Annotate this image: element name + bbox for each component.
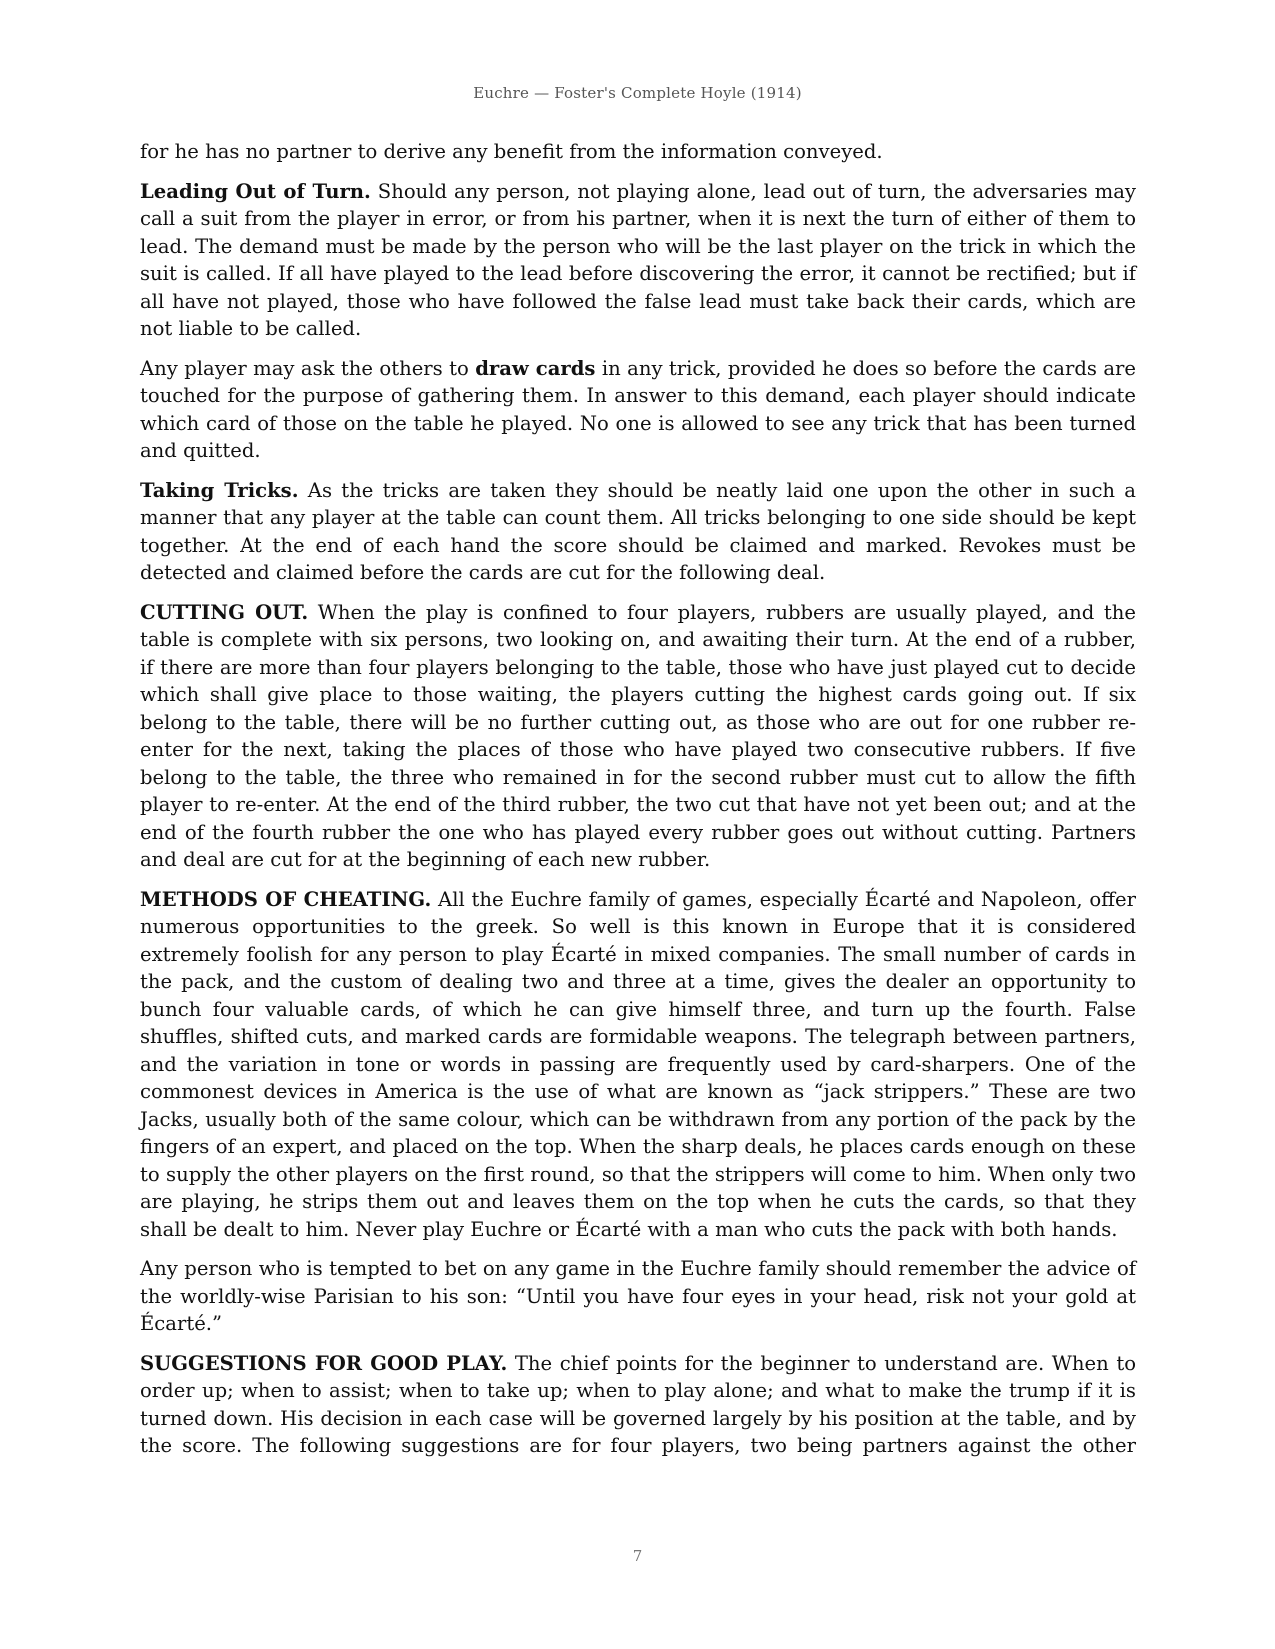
running-head: Euchre — Foster's Complete Hoyle (1914) (473, 84, 802, 102)
paragraph-heading: SUGGESTIONS FOR GOOD PLAY. (140, 1351, 508, 1375)
paragraph-taking-tricks (140, 477, 1136, 587)
paragraph-heading: CUTTING OUT. (140, 600, 309, 624)
paragraph-parisian-advice (140, 1255, 1136, 1338)
paragraph-text: As the tricks are taken they should be neatly laid one upon the other in such a manner that any player at the table can count them. All tricks belonging to one side should be kept together. At the end of each hand the score should be claimed and marked. Revokes must be detected and claimed before the cards are cut for the following deal. (140, 478, 1136, 584)
paragraph-text: The chief points for the beginner to understand are. When to order up; when to assist; when to take up; when to play alone; and what to make the trump if it is turned down. His decision in each case will be governed largely by his position at the table, and by the score. The following suggestions are for four players, two being partners against the other (140, 1351, 1136, 1457)
page-number: 7 (632, 1547, 643, 1565)
paragraph-text: All the Euchre family of games, especially Écarté and Napoleon, offer numerous opportunities to the greek. So well is this known in Europe that it is considered extremely foolish for any person to play Écarté in mixed companies. The small number of cards in the pack, and the custom of dealing two and three at a time, gives the dealer an opportunity to bunch four valuable cards, of which he can give himself three, and turn up the fourth. False shuffles, shifted cuts, and marked cards are formidable weapons. The telegraph between partners, and the variation in tone or words in passing are frequently used by card-sharpers. One of the commonest devices in America is the use of what are known as “jack strippers.” These are two Jacks, usually both of the same colour, which can be withdrawn from any portion of the pack by the fingers of an expert, and placed on the top. When the sharp deals, he places cards enough on these to supply the other players on the first round, so that the strippers will come to him. When only two are playing, he strips them out and leaves them on the top when he cuts the cards, so that they shall be dealt to him. Never play Euchre or Écarté with a man who cuts the pack with both hands. (140, 887, 1136, 1241)
paragraph-leading-out-of-turn (140, 178, 1136, 343)
paragraph-heading: Taking Tricks. (140, 478, 299, 502)
paragraph-text: in any trick, provided he does so before the cards are touched for the purpose of gathering them. In answer to this demand, each player should indicate which card of those on the table he played. No one is allowed to see any trick that has been turned and quitted. (140, 356, 1136, 462)
paragraph-heading: Leading Out of Turn. (140, 179, 371, 203)
paragraph-text: Any player may ask the others to (140, 356, 476, 380)
bold-term: draw cards (475, 356, 596, 380)
paragraph-heading: METHODS OF CHEATING. (140, 887, 432, 911)
paragraph-cutting-out (140, 599, 1136, 874)
paragraph-methods-of-cheating (140, 886, 1136, 1244)
paragraph-continuation (140, 138, 1136, 166)
paragraph-text: Should any person, not playing alone, lead out of turn, the adversaries may call a suit from the player in error, or from his partner, when it is next the turn of either of them to lead. The demand must be made by the person who will be the last player on the trick in which the suit is called. If all have played to the lead before discovering the error, it cannot be rectified; but if all have not played, those who have followed the false lead must take back their cards, which are not liable to be called. (140, 179, 1136, 340)
paragraph-text: Any person who is tempted to bet on any game in the Euchre family should remember the advice of the worldly-wise Parisian to his son: “Until you have four eyes in your head, risk not your gold at Écarté.” (140, 1257, 1136, 1335)
paragraph-suggestions-for-good-play (140, 1350, 1136, 1460)
paragraph-text: for he has no partner to derive any benefit from the information conveyed. (140, 140, 883, 163)
paragraph-text: When the play is confined to four players, rubbers are usually played, and the table is complete with six persons, two looking on, and awaiting their turn. At the end of a rubber, if there are more than four players belonging to the table, those who have just played cut to decide which shall give place to those waiting, the players cutting the highest cards going out. If six belong to the table, there will be no further cutting out, as those who are out for one rubber re-enter for the next, taking the places of those who have played two consecutive rubbers. If five belong to the table, the three who remained in for the second rubber must cut to allow the fifth player to re-enter. At the end of the third rubber, the two cut that have not yet been out; and at the end of the fourth rubber the one who has played every rubber goes out without cutting. Partners and deal are cut for at the beginning of each new rubber. (140, 600, 1136, 871)
paragraph-draw-cards (140, 355, 1136, 465)
page-body (140, 138, 1136, 1472)
